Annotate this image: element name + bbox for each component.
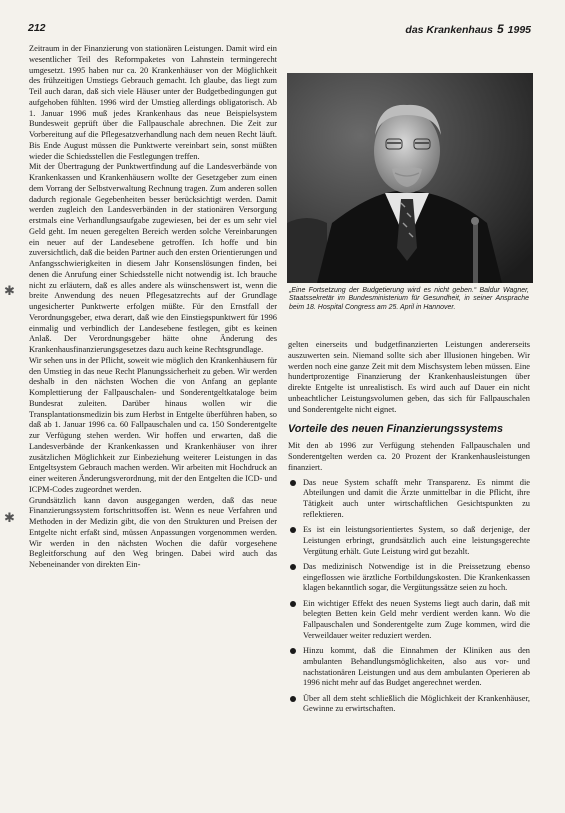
list-item-text: Über all dem steht schließlich die Möglichkeit der Krankenhäuser, Gewinne zu erwirtschaften. — [303, 693, 530, 714]
bullet-icon — [290, 648, 296, 654]
bullet-icon — [290, 480, 296, 486]
paragraph: Wir sehen uns in der Pflicht, soweit wie möglich den Krankenhäusern für den Umstieg in das neue Recht Planungssicherheit zu geben. Wir werden deshalb in den nächsten Wochen die von Anfang an geplante Komplettierung der Fallpauschalen- und Sonderentgeltkataloge beim Bundesrat zuleiten. Darüber hinaus wollen wir die Transplantationsmedizin bis zum Herbst in Entgelte überführen haben, so daß ab 1. Januar 1996 ca. 60 Fallpauschalen und ca. 150 Sonderentgelte zur Verfügung stehen werden. Wir hoffen und erwarten, daß die Landesverbände der Krankenkassen und Krankenhäuser von ihrer zusätzlichen Möglichkeit zur Einbeziehung weiterer Leistungen in das Entgeltsystem Gebrauch machen werden. Wir arbeiten mit Hochdruck an einer weiteren Änderungsverordnung, mit der den Entgelten die ICD- und ICPM-Codes zugeordnet werden. — [29, 355, 277, 494]
list-item — [288, 478, 530, 521]
list-item — [288, 646, 530, 689]
paragraph: Zeitraum in der Finanzierung von stationären Leistungen. Damit wird ein wesentlicher Teil des Reformpaketes von Lahnstein termingerecht umgesetzt. 1995 haben nur ca. 20 Krankenhäuser von der Möglichkeit des frühzeitigen Umstiegs Gebrauch gemacht. Ich glaube, das liegt zum Teil auch daran, daß sich viele Häuser unter der Budgetbedingungen gut aufgehoben fühlten. 1996 wird der Umstieg allerdings obligatorisch. Ab 1. Januar 1996 muß jedes Krankenhaus das neue Beispielsystem Bundesweit geprüft über die Fallpauschale abrechnen. Die Zeit zur Vorbereitung auf die Pflegesatzverhandlung nach dem neuen Recht läuft. Bis Ende August müssen die Punktwerte vereinbart sein, sonst müßten wieder die Schiedsstellen die Festlegungen treffen. — [29, 44, 277, 161]
paragraph: Mit den ab 1996 zur Verfügung stehenden Fallpauschalen und Sonderentgelten werden ca. 20 Prozent der Krankenhausleistungen finanziert. — [288, 441, 530, 472]
left-column — [29, 44, 277, 571]
year: 1995 — [507, 24, 531, 36]
margin-mark: ✱ — [4, 283, 15, 298]
issue-number: 5 — [496, 22, 504, 36]
paragraph: Mit der Übertragung der Punktwertfindung auf die Landesverbände von Krankenkassen und Krankenhäusern wollte der Gesetzgeber zum einen dem Vorrang der Selbstverwaltung Rechnung tragen. Zum anderen sollen dadurch regionale Gegebenheiten besser berücksichtigt werden. Damit werden zugleich den Landesverbänden in der stationären Versorgung erstmals eine Verhandlungsaufgabe zugewiesen, bei der es um sehr viel Geld geht. Im neuen geregelten Bereich werden solche Vereinbarungen ein neuer auf der Landesebene getroffen. Ich hoffe und bin zuversichtlich, daß die beiden Partner auch den ersten Orientierungen und Anfangsschwierigkeiten in diesem Jahr Konsenslösungen finden, bei denen die Anrufung einer Schiedsstelle nicht notwendig ist. Ich brauche nicht zu erläutern, daß es alles andere als wünschenswert ist, wenn die breite Anwendung des neuen Pflegesatzrechts auf der Grundlage ungesicherter Punktwerte erfolgen müßte. Für den Ernstfall der Verordnungsgeber, etwa derart, daß wie den Einstiegspunktwert für 1996 einmalig und verbindlich der Landesebene festlegen, gibt es keinen Anlaß. Der Verordnungsgeber hätte ohne Änderung des Krankenhausfinanzierungsgesetzes dazu auch keine Rechtsgrundlage. — [29, 162, 277, 354]
list-item — [288, 525, 530, 557]
journal-header — [405, 22, 531, 36]
paragraph: gelten einerseits und budgetfinanzierten Leistungen andererseits auszuwerten sein. Niemand sollte sich aber Illusionen hingeben. Wir werden noch eine ganze Zeit mit dem Mischsystem leben müssen. Eine hundertprozentige Finanzierung der Krankenhausleistungen über direkte Entgelte ist unrealistisch. Es wird auch auf Dauer ein nicht unbeachtlicher Leistungsvolumen geben, das sich für Fallpauschalen und Sonderentgelte nicht eignet. — [288, 340, 530, 414]
journal-title: das Krankenhaus — [405, 24, 493, 36]
list-item — [288, 694, 530, 716]
list-item-text: Hinzu kommt, daß die Einnahmen der Kliniken aus den ambulanten Behandlungsmöglichkeiten, also aus vor- und nachstationären Leistungen und aus dem ambulanten Operieren ab 1996 nicht mehr auf das Budget angerechnet werden. — [303, 646, 530, 688]
list-item-text: Es ist ein leistungsorientiertes System, so daß derjenige, der Leistungen erbringt, grundsätzlich auch eine leistungsgerechte Vergütung erhält. Gute Leistung wird gut bezahlt. — [303, 525, 530, 556]
list-item-text: Ein wichtiger Effekt des neuen Systems liegt auch darin, daß mit belegten Betten kein Geld mehr verdient werden kann. Wo die Fallpauschalen und Sonderentgelte zum Zuge kommen, wird die Verweildauer weiter reduziert werden. — [303, 598, 530, 640]
advantages-list — [288, 478, 530, 716]
list-item — [288, 599, 530, 642]
list-item — [288, 562, 530, 594]
right-column — [288, 340, 530, 720]
bullet-icon — [290, 527, 296, 533]
bullet-icon — [290, 564, 296, 570]
section-heading: Vorteile des neuen Finanzierungssystems — [288, 423, 504, 436]
speaker-photo-graphic — [287, 73, 533, 283]
list-item-text: Das neue System schafft mehr Transparenz. Es nimmt die Abteilungen und damit die Ärzte unmittelbar in die Pflicht, ihre Tätigkeit auch unter wirtschaftlichen Gesichtspunkten zu reflektieren. — [303, 477, 530, 519]
paragraph: Grundsätzlich kann davon ausgegangen werden, daß das neue Finanzierungssystem fortschrittsoffen ist. Wenn es neue Verfahren und Methoden in der Medizin gibt, die von den Strukturen und Preisen der Entgelte nicht erfaßt sind, müssen Anpassungen vorgenommen werden. Wir werden in den nächsten Wochen die dafür vorgesehene Begleitforschung auf den Weg bringen. Dabei wird auch das Nebeneinander von direkten Ein- — [29, 495, 277, 569]
bullet-icon — [290, 696, 296, 702]
page-number: 212 — [28, 22, 46, 34]
speaker-photo — [287, 73, 533, 283]
photo-caption: „Eine Fortsetzung der Budgetierung wird es nicht geben.“ Baldur Wagner, Staatssekretär im Bundesministerium für Gesundheit, in seiner Ansprache beim 18. Hospital Congress am 25. April in Hannover. — [289, 287, 529, 311]
margin-mark: ✱ — [4, 510, 15, 525]
list-item-text: Das medizinisch Notwendige ist in die Preissetzung ebenso eingeflossen wie ärztliche Fortbildungskosten. Die Krankenkassen klagen bekanntlich sogar, die Vergütungssätze seien zu hoch. — [303, 561, 530, 593]
bullet-icon — [290, 601, 296, 607]
